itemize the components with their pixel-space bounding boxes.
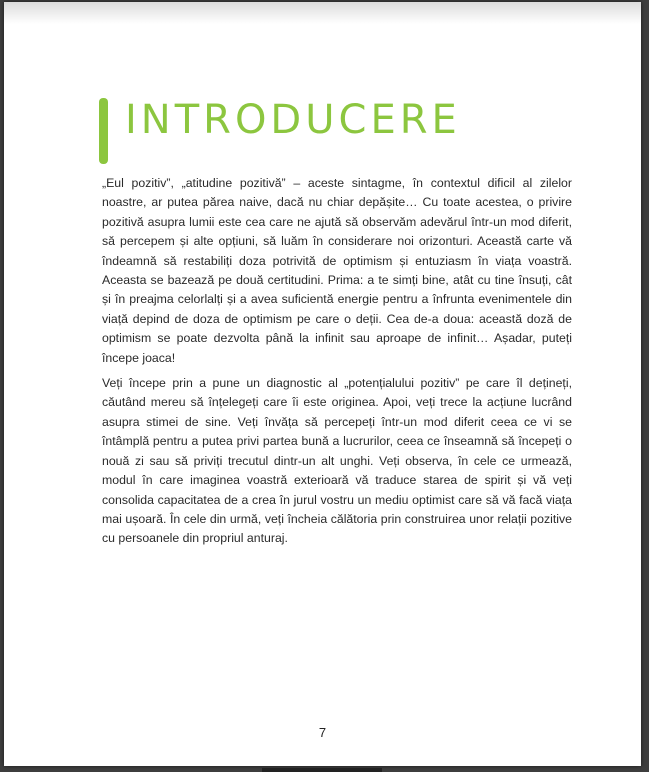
viewer-bottom-strip bbox=[262, 768, 382, 772]
book-page bbox=[4, 2, 641, 766]
paragraph-2: Veți începe prin a pune un diagnostic al „potențialului pozitiv” pe care îl dețineți, căutând mereu să înțelegeți care îi este originea. Apoi, veți trece la acțiune lucrând asupra stimei de sine. Veți învăța să percepeți într-un mod diferit ceea ce vi se întâmplă pentru a putea privi partea bună a lucrurilor, ceea ce înseamnă să începeți o nouă zi sau să priviți trecutul dintr-un alt unghi. Veți observa, în cele ce urmează, modul în care imaginea voastră exterioară vă traduce starea de spirit și vă veți consolida capacitatea de a crea în jurul vostru un mediu optimist care să vă facă viața mai ușoară. În cele din urmă, veți încheia călătoria prin construirea unor relații pozitive cu persoanele din propriul anturaj. bbox=[102, 376, 572, 546]
paragraph-1: „Eul pozitiv”, „atitudine pozitivă” – aceste sintagme, în contextul dificil al zilelor noastre, ar putea părea naive, dacă nu chiar depășite… Cu toate acestea, o privire pozitivă asupra lumii este cea care ne ajută să observăm adevărul într-un mod diferit, să percepem și alte opțiuni, să luăm în considerare noi orizonturi. Această carte vă îndeamnă să restabiliți doza potrivită de optimism și entuziasm în viața voastră. Aceasta se bazează pe două certitudini. Prima: a te simți bine, atât cu tine însuți, cât și în preajma celorlalți și a avea suficientă energie pentru a înfrunta evenimentele din viață depind de doza de optimism pe care o deții. Cea de-a doua: această doză de optimism se poate dezvolta până la infinit sau aproape de infinit… Așadar, puteți începe joaca! bbox=[102, 176, 572, 365]
page-top-shade bbox=[4, 2, 641, 24]
title-accent-bar bbox=[99, 98, 108, 164]
chapter-title: INTRODUCERE bbox=[125, 97, 461, 143]
chapter-body bbox=[102, 174, 572, 555]
page-number: 7 bbox=[318, 725, 327, 740]
